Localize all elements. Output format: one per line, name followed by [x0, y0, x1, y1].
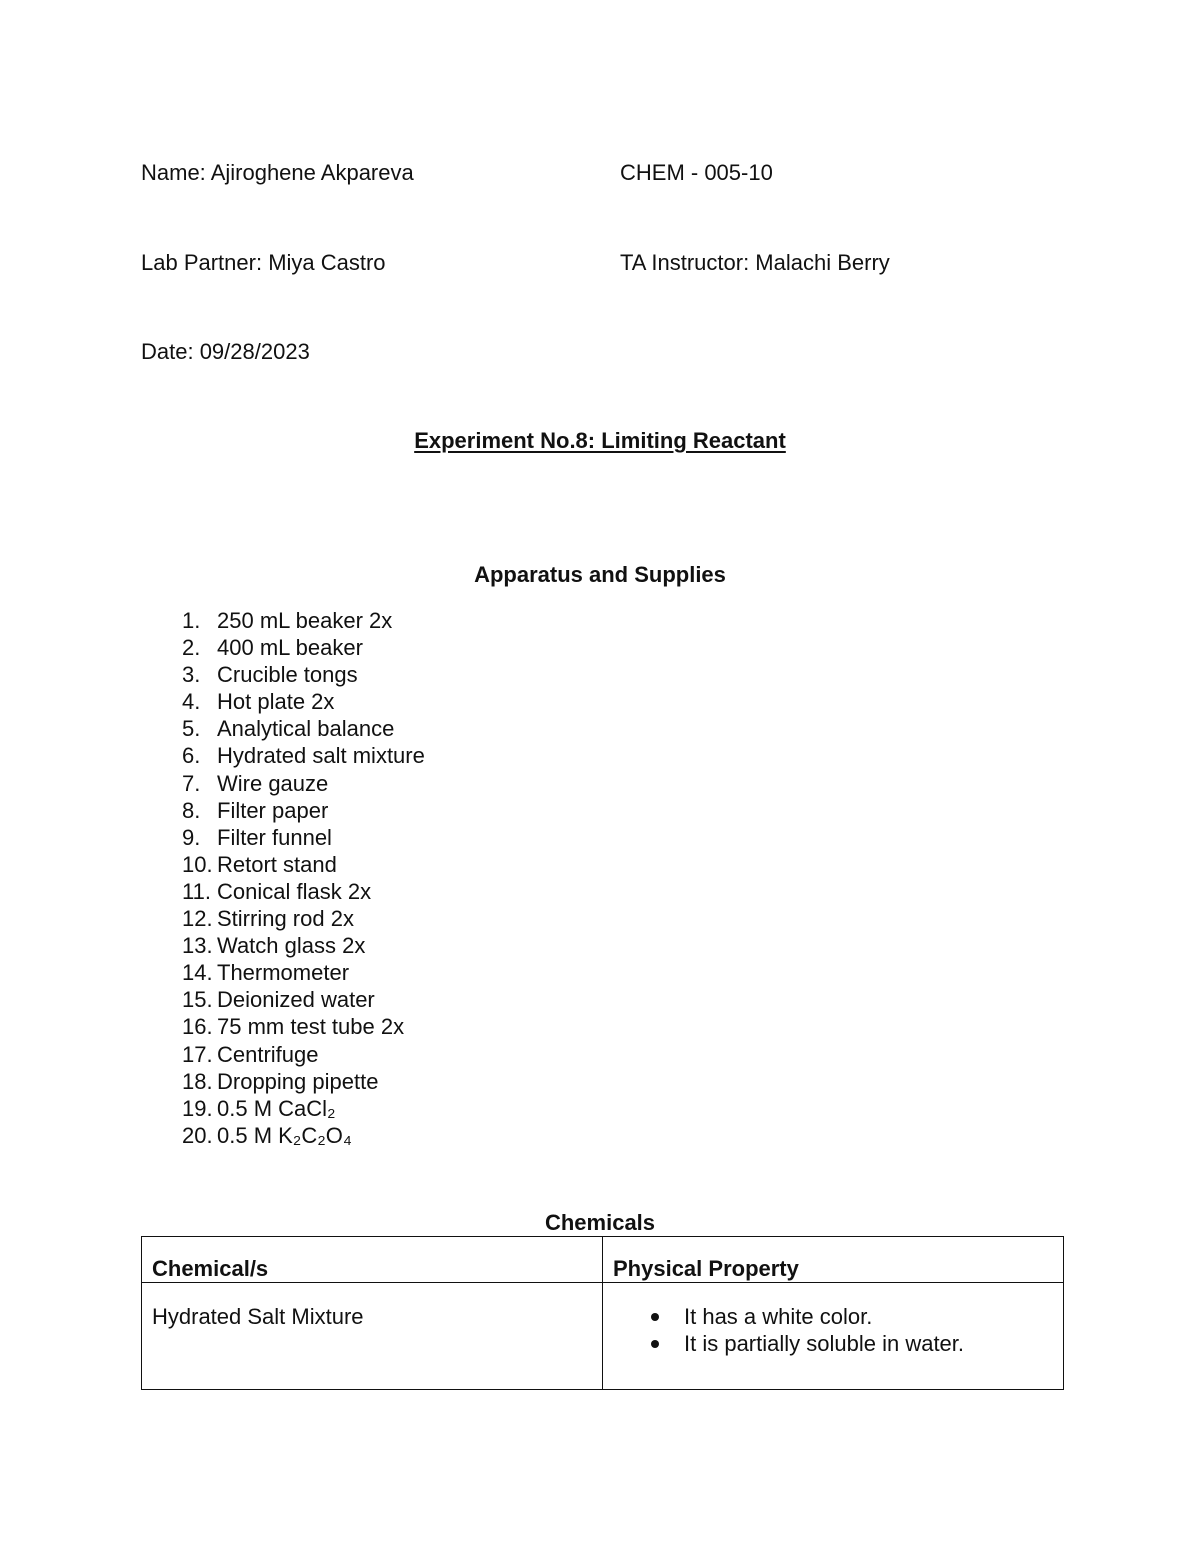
course-code: CHEM - 005-10	[620, 160, 773, 185]
table-row	[142, 1283, 1064, 1390]
item-text: Dropping pipette	[217, 1068, 379, 1094]
item-number: 10.	[182, 851, 213, 877]
property-text: It is partially soluble in water.	[684, 1331, 965, 1356]
item-text: Hydrated salt mixture	[217, 743, 425, 769]
column-header-chemical: Chemical/s	[142, 1237, 603, 1283]
bullet-icon	[651, 1340, 659, 1348]
report-date: Date: 09/28/2023	[141, 339, 310, 364]
lab-partner: Lab Partner: Miya Castro	[141, 250, 386, 275]
list-item	[182, 1122, 352, 1149]
property-list	[613, 1303, 1053, 1357]
item-text: Deionized water	[217, 987, 375, 1013]
item-text: Filter paper	[217, 797, 329, 823]
list-item	[182, 634, 363, 661]
item-number: 6.	[182, 743, 201, 769]
item-text: Filter funnel	[217, 824, 332, 850]
item-number: 11.	[182, 878, 211, 904]
list-item	[613, 1330, 1053, 1357]
item-number: 14.	[182, 960, 213, 986]
item-number: 18.	[182, 1068, 213, 1094]
list-item	[182, 742, 425, 769]
experiment-title	[0, 428, 1200, 454]
experiment-title-text: Experiment No.8: Limiting Reactant	[414, 428, 786, 453]
item-text: Watch glass 2x	[217, 933, 366, 959]
chemicals-heading: Chemicals	[544, 1210, 656, 1235]
item-text: 0.5 M CaCl₂	[217, 1095, 336, 1121]
item-number: 2.	[182, 635, 201, 661]
student-name: Name: Ajiroghene Akpareva	[141, 160, 414, 185]
list-item	[182, 661, 358, 688]
item-text: Hot plate 2x	[217, 689, 335, 715]
list-item	[182, 770, 329, 797]
column-header-property: Physical Property	[603, 1237, 1064, 1283]
item-number: 4.	[182, 689, 201, 715]
list-item	[182, 851, 337, 878]
list-item	[613, 1303, 1053, 1330]
item-text: 250 mL beaker 2x	[217, 608, 393, 633]
bullet-icon	[651, 1313, 659, 1321]
item-text: Crucible tongs	[217, 662, 358, 688]
item-number: 9.	[182, 824, 201, 850]
table-header-row	[142, 1237, 1064, 1283]
list-item	[182, 607, 393, 634]
item-text: Thermometer	[217, 960, 350, 986]
item-number: 7.	[182, 770, 201, 796]
list-item	[182, 905, 354, 932]
item-number: 8.	[182, 797, 201, 823]
item-text: 0.5 M K₂C₂O₄	[217, 1122, 352, 1148]
apparatus-list	[182, 607, 425, 1149]
item-text: 400 mL beaker	[217, 635, 363, 661]
property-text: It has a white color.	[684, 1304, 873, 1329]
item-number: 1.	[182, 608, 201, 633]
apparatus-heading: Apparatus and Supplies	[474, 562, 726, 587]
list-item	[182, 688, 335, 715]
item-number: 19.	[182, 1095, 213, 1121]
list-item	[182, 1041, 319, 1068]
property-cell	[603, 1283, 1064, 1390]
item-number: 13.	[182, 933, 213, 959]
item-number: 20.	[182, 1122, 213, 1148]
item-text: Centrifuge	[217, 1041, 319, 1067]
list-item	[182, 878, 372, 905]
item-number: 12.	[182, 906, 213, 932]
list-item	[182, 824, 332, 851]
item-number: 17.	[182, 1041, 213, 1067]
item-text: Stirring rod 2x	[217, 906, 354, 932]
list-item	[182, 1068, 379, 1095]
ta-instructor: TA Instructor: Malachi Berry	[620, 250, 890, 275]
item-text: Wire gauze	[217, 770, 329, 796]
item-number: 3.	[182, 662, 201, 688]
item-text: Analytical balance	[217, 716, 395, 742]
item-text: Conical flask 2x	[217, 878, 372, 904]
item-text: Retort stand	[217, 851, 337, 877]
item-text: 75 mm test tube 2x	[217, 1014, 405, 1040]
list-item	[182, 715, 395, 742]
list-item	[182, 1095, 336, 1122]
item-number: 5.	[182, 716, 201, 742]
list-item	[182, 959, 350, 986]
chemical-cell: Hydrated Salt Mixture	[142, 1283, 603, 1390]
list-item	[182, 986, 375, 1013]
list-item	[182, 797, 329, 824]
list-item	[182, 932, 366, 959]
chemicals-table	[141, 1236, 1064, 1390]
item-number: 16.	[182, 1014, 213, 1040]
item-number: 15.	[182, 987, 213, 1013]
list-item	[182, 1013, 405, 1040]
